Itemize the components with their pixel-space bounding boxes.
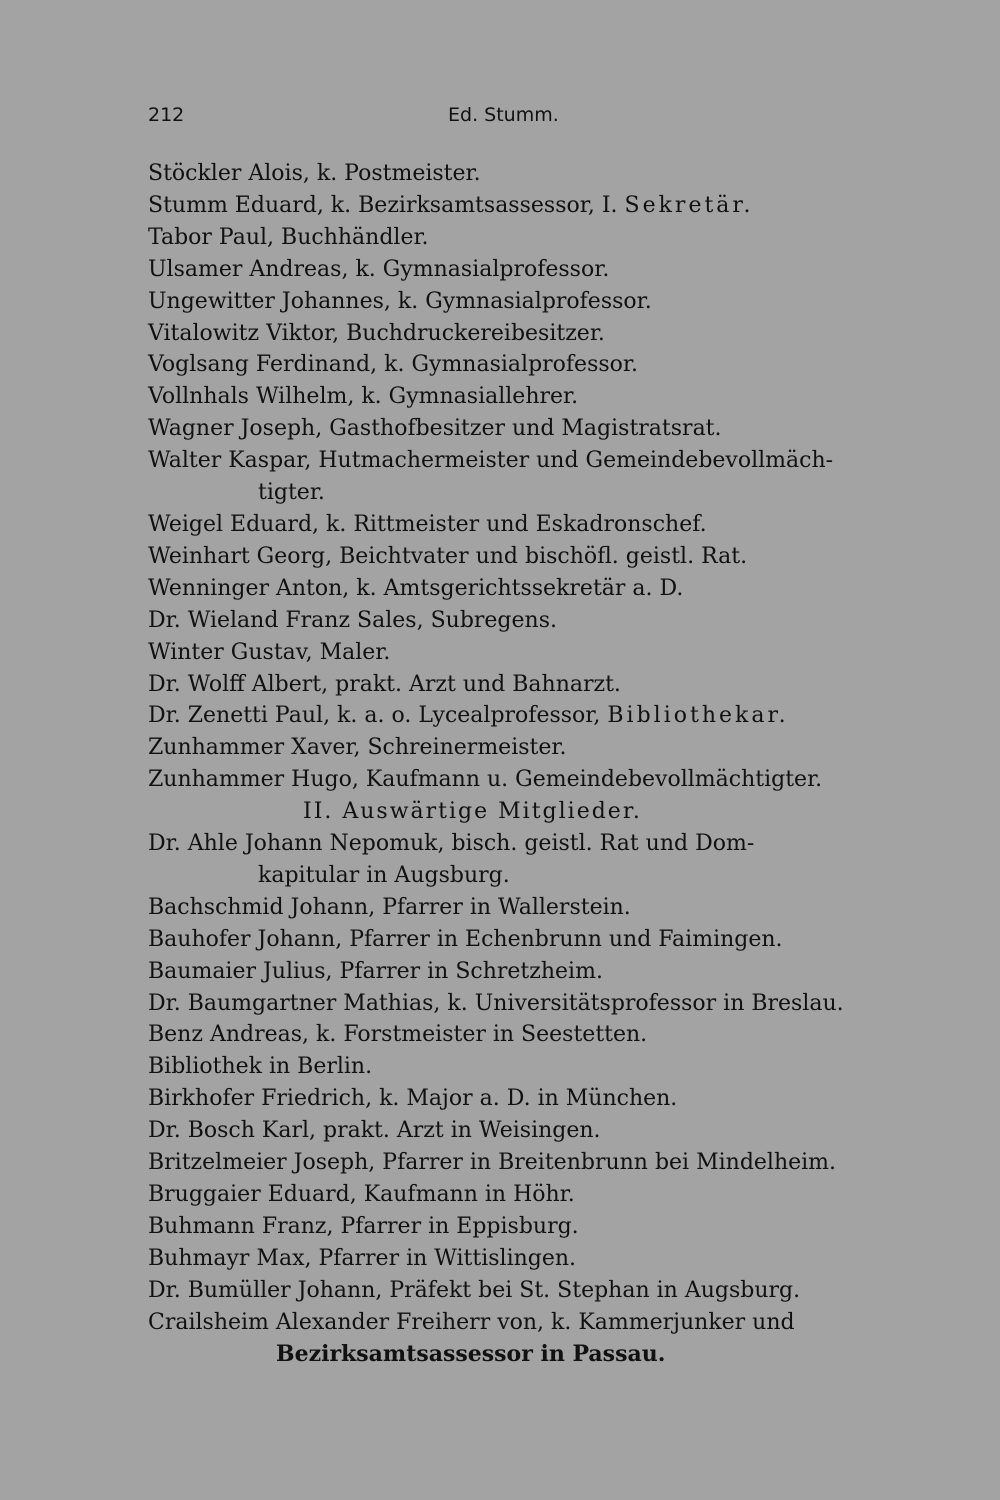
list-item: Dr. Ahle Johann Nepomuk, bisch. geistl. Rat und Dom- [148,831,755,857]
list-item: Crailsheim Alexander Freiherr von, k. Kammerjunker und [148,1309,795,1335]
list-item: Stumm Eduard, k. Bezirksamtsassessor, I. Sekretär. [148,192,754,218]
list-item: Buhmann Franz, Pfarrer in Eppisburg. [148,1213,579,1239]
list-item: Benz Andreas, k. Forstmeister in Seestetten. [148,1022,648,1048]
list-item: Stöckler Alois, k. Postmeister. [148,161,481,186]
list-item: Britzelmeier Joseph, Pfarrer in Breitenbrunn bei Mindelheim. [148,1150,837,1176]
member-list [148,158,860,1370]
list-item: Winter Gustav, Maler. [148,639,391,665]
list-item-continuation: Bezirksamtsassessor in Passau. [276,1340,666,1367]
list-item: Bruggaier Eduard, Kaufmann in Höhr. [148,1182,575,1207]
office-title: Sekretär. [624,192,754,218]
list-item: Wenninger Anton, k. Amtsgerichtssekretär a. D. [148,575,684,601]
list-item: Birkhofer Friedrich, k. Major a. D. in München. [148,1086,678,1112]
list-item: Walter Kaspar, Hutmachermeister und Gemeindebevollmäch- [148,448,834,474]
list-item: Voglsang Ferdinand, k. Gymnasialprofessor. [148,352,638,378]
list-item: Vitalowitz Viktor, Buchdruckereibesitzer. [148,320,605,346]
list-item: Weigel Eduard, k. Rittmeister und Eskadronschef. [148,511,707,537]
list-item: Weinhart Georg, Beichtvater und bischöfl. geistl. Rat. [148,543,748,569]
list-item: Dr. Bumüller Johann, Präfekt bei St. Stephan in Augsburg. [148,1277,801,1303]
list-item: Bibliothek in Berlin. [148,1054,373,1080]
list-item: Tabor Paul, Buchhändler. [148,224,429,250]
list-item: Zunhammer Hugo, Kaufmann u. Gemeindebevollmächtigter. [148,767,823,793]
list-item: Dr. Wolff Albert, prakt. Arzt und Bahnarzt. [148,671,621,697]
list-item-continuation: kapitular in Augsburg. [258,862,510,888]
list-item: Wagner Joseph, Gasthofbesitzer und Magistratsrat. [148,416,722,442]
list-item: Dr. Wieland Franz Sales, Subregens. [148,607,557,633]
list-item: Dr. Bosch Karl, prakt. Arzt in Weisingen. [148,1118,601,1144]
section-heading: II. Auswärtige Mitglieder. [303,799,642,825]
list-item: Dr. Baumgartner Mathias, k. Universitätsprofessor in Breslau. [148,990,844,1016]
list-item: Ungewitter Johannes, k. Gymnasialprofessor. [148,288,652,314]
list-item: Dr. Zenetti Paul, k. a. o. Lycealprofessor, Bibliothekar. [148,703,789,729]
list-item: Bachschmid Johann, Pfarrer in Wallerstein. [148,894,631,920]
list-item: Bauhofer Johann, Pfarrer in Echenbrunn und Faimingen. [148,926,783,952]
list-item: Ulsamer Andreas, k. Gymnasialprofessor. [148,256,610,282]
list-item: Zunhammer Xaver, Schreinermeister. [148,735,567,761]
page-number: 212 [148,104,185,126]
list-item: Baumaier Julius, Pfarrer in Schretzheim. [148,958,603,984]
running-head: Ed. Stumm. [448,104,559,126]
list-item-continuation: tigter. [258,480,325,506]
office-title: Bibliothekar. [607,703,789,729]
list-item: Vollnhals Wilhelm, k. Gymnasiallehrer. [148,384,579,410]
list-item: Buhmayr Max, Pfarrer in Wittislingen. [148,1245,577,1271]
page-header [148,104,858,134]
